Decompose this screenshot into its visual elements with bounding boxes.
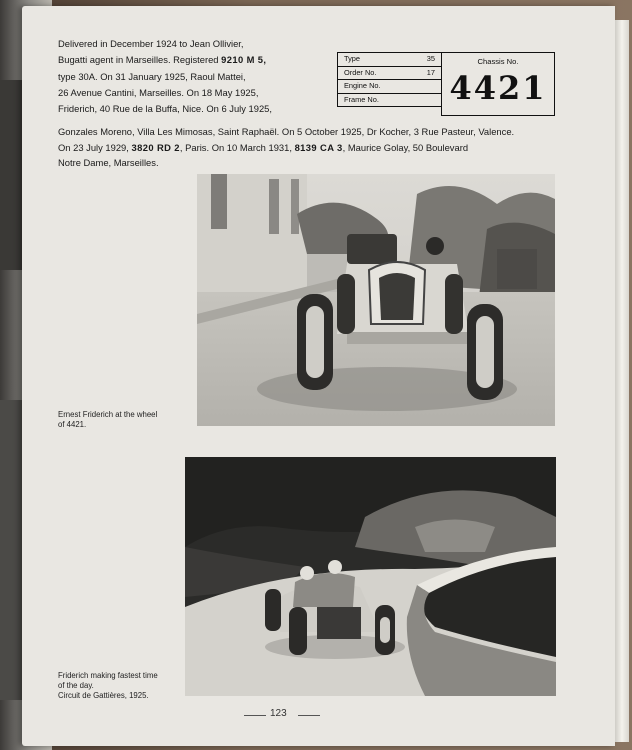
chassis-label: Chassis No. bbox=[477, 57, 519, 66]
history-text bbox=[58, 36, 316, 117]
text-line: Gonzales Moreno, Villa Les Mimosas, Saint Raphaël. On 5 October 1925, Dr Kocher, 3 Rue Pasteur, Valence. bbox=[58, 126, 515, 137]
photo-image bbox=[185, 457, 556, 696]
page-number: 123 bbox=[270, 708, 287, 719]
spec-row-type: Type 35 bbox=[338, 53, 441, 67]
spec-row-engine: Engine No. bbox=[338, 80, 441, 94]
spec-row-frame: Frame No. bbox=[338, 94, 441, 108]
text-line: Delivered in December 1924 to Jean Ollivier, bbox=[58, 38, 244, 49]
text-line: On 23 July 1929, 3820 RD 2, Paris. On 10 March 1931, 8139 CA 3, Maurice Golay, 50 Boulevard bbox=[58, 141, 469, 153]
registration: 8139 CA 3 bbox=[294, 141, 343, 153]
text-line: Bugatti agent in Marseilles. Registered 9210 M 5, bbox=[58, 54, 267, 66]
text-line: type 30A. On 31 January 1925, Raoul Mattei, bbox=[58, 70, 246, 82]
history-text-continued bbox=[58, 124, 558, 171]
photo-friderich-wheel bbox=[197, 174, 555, 426]
registration: 9210 M 5, bbox=[221, 54, 267, 66]
photo-caption-2: Friderich making fastest time of the day. Circuit de Gattières, 1925. bbox=[58, 671, 158, 700]
page-edge bbox=[615, 20, 629, 742]
chassis-box bbox=[441, 52, 555, 116]
text-line: 26 Avenue Cantini, Marseilles. On 18 May 1925, bbox=[58, 86, 259, 98]
chassis-number: 4421 bbox=[449, 69, 547, 107]
page-number-rule bbox=[244, 715, 266, 716]
spec-table bbox=[337, 52, 442, 107]
photo-image bbox=[197, 174, 555, 426]
text-line: Notre Dame, Marseilles. bbox=[58, 157, 159, 168]
registration: 3820 RD 2 bbox=[131, 141, 180, 153]
photo-caption-1: Ernest Friderich at the wheel of 4421. bbox=[58, 410, 158, 429]
text-line: Friderich, 40 Rue de la Buffa, Nice. On 6 July 1925, bbox=[58, 103, 273, 115]
page-number-rule bbox=[298, 715, 320, 716]
photo-gattieres-race bbox=[185, 457, 556, 696]
spec-row-order: Order No. 17 bbox=[338, 67, 441, 81]
